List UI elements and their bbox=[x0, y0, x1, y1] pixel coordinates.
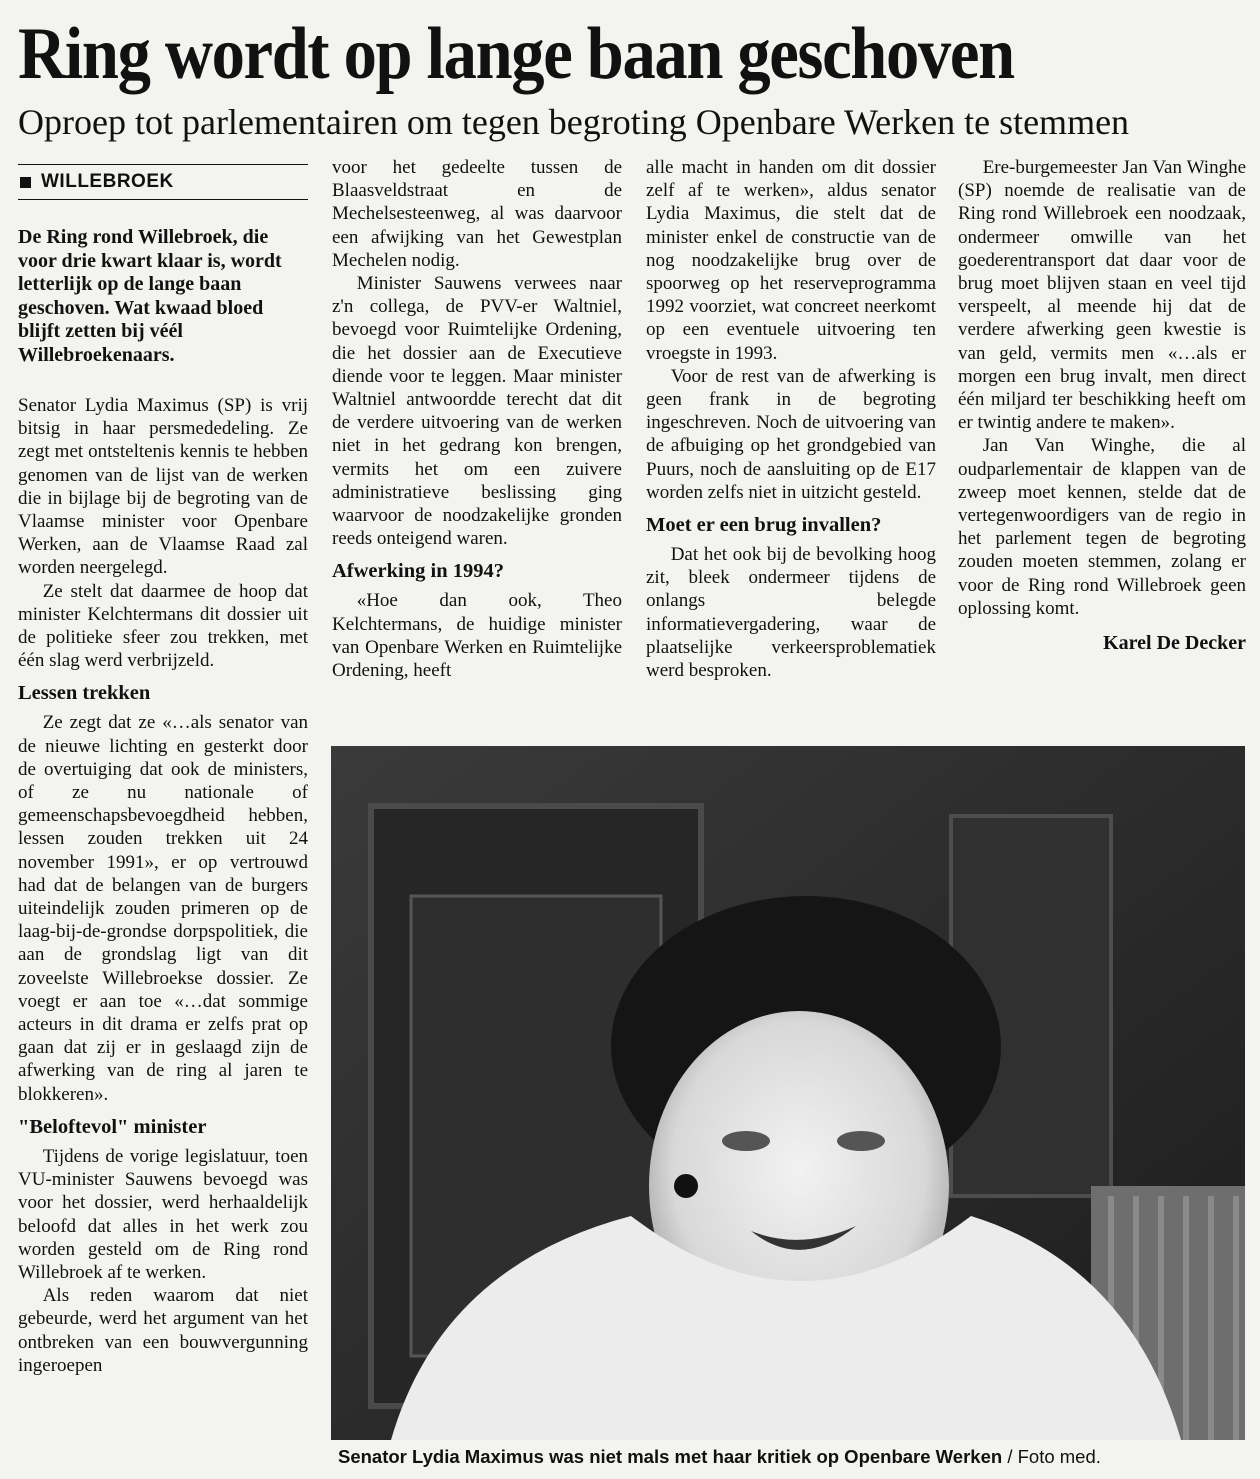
article-column-3 bbox=[646, 156, 936, 682]
photo-credit: / Foto med. bbox=[1002, 1446, 1101, 1467]
body-paragraph: Ze zegt dat ze «…als senator van de nieuwe lichting en gesterkt door de overtuiging dat ook de ministers, of ze nu nationale of gemeenschapsbevoegdheid hebben, lessen zouden trekken uit 24 november 1991», er op vertrouwd had dat de belangen van de burgers uiteindelijk zouden primeren op de laag-bij-de-grondse dorpspolitiek, die aan de grondslag ligt van dit zoveelste Willebroekse dossier. Ze voegt er aan toe «…dat sommige acteurs in dit drama er zelfs prat op gaan dat zij er in geslaagd zijn de afwerking van de ring al jaren te blokkeren». bbox=[18, 712, 308, 1105]
article-intro: De Ring rond Willebroek, die voor drie kwart klaar is, wordt letterlijk op de lange baan geschoven. Wat kwaad bloed blijft zetten bij véél Willebroekenaars. bbox=[18, 226, 282, 366]
section-label: WILLEBROEK bbox=[41, 171, 174, 193]
article-column-2 bbox=[332, 156, 622, 682]
section-label-bar bbox=[18, 164, 308, 200]
body-paragraph: Dat het ook bij de bevolking hoog zit, bleek ondermeer tijdens de onlangs belegde informatievergadering, waar de plaatselijke verkeersproblematiek werd besproken. bbox=[646, 544, 936, 682]
body-paragraph: Tijdens de vorige legislatuur, toen VU-minister Sauwens bevoegd was voor het dossier, werd herhaaldelijk beloofd dat alles in het werk zou worden gesteld om de Ring rond Willebroek af te werken. bbox=[18, 1145, 308, 1283]
body-paragraph: Ere-burgemeester Jan Van Winghe (SP) noemde de realisatie van de Ring rond Willebroek een noodzaak, ondermeer omwille van het goederentransport dat daar voor de brug moet blijven staan en veel tijd verspeelt, al meende hij dat de verdere afwerking geen kwestie is van geld, vermits men «…als er morgen een brug invalt, men direct één miljard ter beschikking heeft om er twintig andere te maken». bbox=[958, 157, 1246, 434]
caption-text: Senator Lydia Maximus was niet mals met haar kritiek op Openbare Werken bbox=[338, 1446, 1003, 1467]
body-paragraph: «Hoe dan ook, Theo Kelchtermans, de huidige minister van Openbare Werken en Ruimtelijke Ordening, heeft bbox=[332, 590, 622, 682]
subheading-lessen-trekken: Lessen trekken bbox=[18, 682, 151, 705]
portrait-photo bbox=[331, 746, 1245, 1440]
body-paragraph: Jan Van Winghe, die al oudparlementair de klappen van de zweep moet kennen, stelde dat de vertegenwoordigers van de regio in het parlement tegen de begroting zouden moeten stemmen, zolang er voor de Ring rond Willebroek geen oplossing komt. bbox=[958, 435, 1246, 619]
portrait-photo-illustration bbox=[331, 746, 1245, 1440]
byline: Karel De Decker bbox=[1103, 632, 1246, 655]
body-paragraph: Als reden waarom dat niet gebeurde, werd het argument van het ontbreken van een bouwvergunning ingeroepen bbox=[18, 1285, 308, 1376]
body-paragraph: voor het gedeelte tussen de Blaasveldstraat en de Mechelsesteenweg, al was daarvoor een afwijking van het Gewestplan Mechelen nodig. bbox=[332, 157, 622, 271]
article-column-4 bbox=[958, 156, 1246, 655]
section-square-icon bbox=[20, 177, 31, 188]
body-paragraph: alle macht in handen om dit dossier zelf af te werken», aldus senator Lydia Maximus, die stelt dat de minister enkel de constructie van de nog noodzakelijke brug over de spoorweg op het reserveprogramma 1992 voorziet, wat concreet neerkomt op een eventuele uitvoering ten vroegste in 1993. bbox=[646, 157, 936, 364]
article-column-1 bbox=[18, 156, 308, 1377]
headline: Ring wordt op lange baan geschoven bbox=[18, 13, 1014, 95]
subheading-brug-invallen: Moet er een brug invallen? bbox=[646, 514, 882, 537]
photo-caption bbox=[338, 1444, 1250, 1470]
subheadline: Oproep tot parlementairen om tegen begroting Openbare Werken te stemmen bbox=[18, 102, 1130, 142]
body-paragraph: Voor de rest van de afwerking is geen frank in de begroting ingeschreven. Noch de uitvoering van de afbuiging op het grondgebied van Puurs, noch de aansluiting op de E17 worden zelfs niet in uitzicht gesteld. bbox=[646, 365, 936, 503]
body-paragraph: Minister Sauwens verwees naar z'n collega, de PVV-er Waltniel, bevoegd voor Ruimtelijke Ordening, die het dossier aan de Executieve diende voor te leggen. Maar minister Waltniel antwoordde terecht dat dit de verdere uitvoering van de werken niet in het gedrang kon brengen, vermits het om een zuivere administratieve beslissing ging waarvoor de noodzakelijke gronden reeds onteigend waren. bbox=[332, 273, 622, 550]
body-paragraph: Senator Lydia Maximus (SP) is vrij bitsig in haar persmededeling. Ze zegt met ontsteltenis kennis te hebben genomen van de lijst van de werken die in bijlage bij de begroting van de Vlaamse minister voor Openbare Werken, aan de Vlaamse Raad zal worden neergelegd. bbox=[18, 395, 308, 579]
subheading-afwerking-1994: Afwerking in 1994? bbox=[332, 560, 504, 583]
body-paragraph: Ze stelt dat daarmee de hoop dat minister Kelchtermans dit dossier uit de politieke sfeer zou trekken, met één slag werd verbrijzeld. bbox=[18, 580, 308, 672]
subheading-beloftevol-minister: "Beloftevol" minister bbox=[18, 1115, 207, 1138]
